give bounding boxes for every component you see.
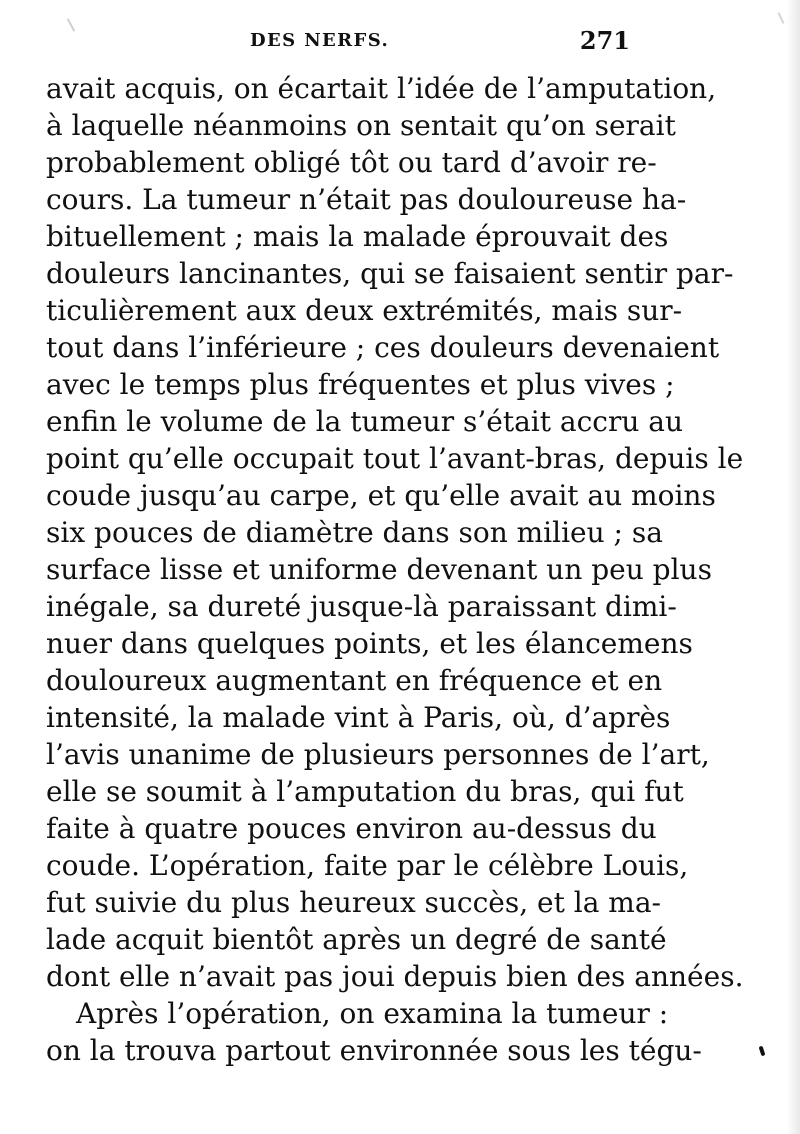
text-line: nuer dans quelques points, et les élancemens xyxy=(46,627,693,660)
paragraph-start-line: Après l’opération, on examina la tumeur : xyxy=(76,997,669,1030)
text-line: six pouces de diamètre dans son milieu ; sa xyxy=(46,516,663,549)
text-line: tout dans l’inférieure ; ces douleurs devenaient xyxy=(46,331,720,364)
page-number: 271 xyxy=(579,26,630,55)
text-line: douleurs lancinantes, qui se faisaient sentir par- xyxy=(46,257,734,290)
text-line: intensité, la malade vint à Paris, où, d’après xyxy=(46,701,671,734)
text-line: coude. L’opération, faite par le célèbre Louis, xyxy=(46,849,689,882)
text-line: coude jusqu’au carpe, et qu’elle avait au moins xyxy=(46,479,716,512)
text-line: elle se soumit à l’amputation du bras, qui fut xyxy=(46,775,684,808)
text-line: lade acquit bientôt après un degré de santé xyxy=(46,923,667,956)
ink-spot xyxy=(759,1046,766,1057)
page-header xyxy=(250,28,630,60)
scan-mark-top-right xyxy=(777,12,784,24)
text-line: probablement obligé tôt ou tard d’avoir re- xyxy=(46,146,657,179)
text-line: inégale, sa dureté jusque-là paraissant dimi- xyxy=(46,590,677,623)
text-line: dont elle n’avait pas joui depuis bien des années. xyxy=(46,960,744,993)
text-line: à laquelle néanmoins on sentait qu’on serait xyxy=(46,109,676,142)
page-edge-shadow xyxy=(786,0,800,1134)
text-line: avec le temps plus fréquentes et plus vives ; xyxy=(46,368,675,401)
text-line: l’avis unanime de plusieurs personnes de l’art, xyxy=(46,738,710,771)
text-line: douloureux augmentant en fréquence et en xyxy=(46,664,663,697)
text-line: bituellement ; mais la malade éprouvait des xyxy=(46,220,669,253)
running-title: DES NERFS. xyxy=(250,30,390,51)
text-line: enfin le volume de la tumeur s’était accru au xyxy=(46,405,683,438)
text-line: avait acquis, on écartait l’idée de l’amputation, xyxy=(46,72,717,105)
text-line: faite à quatre pouces environ au-dessus du xyxy=(46,812,657,845)
text-line: ticulièrement aux deux extrémités, mais sur- xyxy=(46,294,683,327)
text-line: cours. La tumeur n’était pas douloureuse ha- xyxy=(46,183,687,216)
body-text xyxy=(46,70,744,1069)
text-line: fut suivie du plus heureux succès, et la ma- xyxy=(46,886,661,919)
text-line: surface lisse et uniforme devenant un peu plus xyxy=(46,553,712,586)
text-line: on la trouva partout environnée sous les tégu- xyxy=(46,1034,702,1067)
scan-mark-top-left xyxy=(67,18,75,31)
text-line: point qu’elle occupait tout l’avant-bras, depuis le xyxy=(46,442,744,475)
